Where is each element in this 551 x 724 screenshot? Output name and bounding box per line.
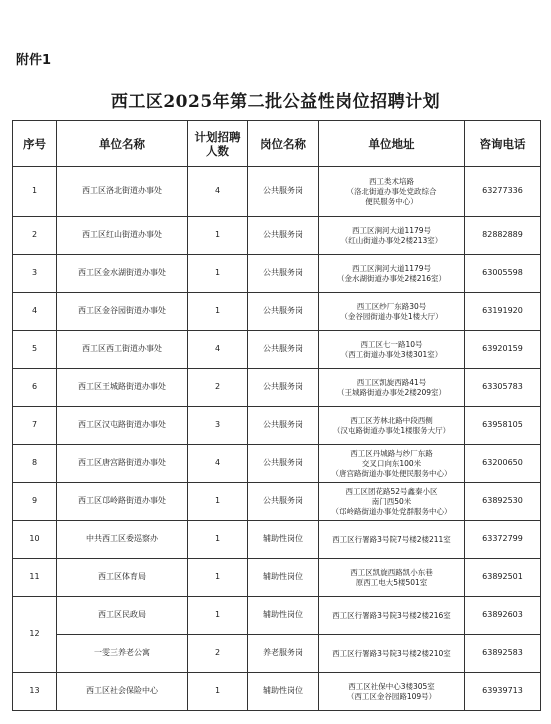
table-row — [13, 483, 541, 521]
cell-unit: 西工区民政局 — [57, 597, 188, 635]
address-line: 原西工电大5楼501室 — [355, 577, 428, 587]
cell-position: 辅助性岗位 — [248, 673, 319, 711]
cell-address — [319, 331, 465, 369]
cell-phone: 63005598 — [465, 255, 541, 293]
cell-position: 公共服务岗 — [248, 445, 319, 483]
cell-unit: 一雯三养老公寓 — [57, 635, 188, 673]
table-row — [13, 407, 541, 445]
cell-seq: 4 — [13, 293, 57, 331]
table-row — [13, 521, 541, 559]
address-line: （邙岭路街道办事处党群服务中心） — [331, 506, 452, 516]
cell-seq: 7 — [13, 407, 57, 445]
header-address: 单位地址 — [319, 121, 465, 167]
cell-position: 公共服务岗 — [248, 167, 319, 217]
table-row — [13, 255, 541, 293]
cell-phone: 63892603 — [465, 597, 541, 635]
cell-address — [319, 407, 465, 445]
cell-position: 公共服务岗 — [248, 217, 319, 255]
table-header-row — [13, 121, 541, 167]
cell-phone: 63372799 — [465, 521, 541, 559]
header-count — [188, 121, 248, 167]
cell-count: 4 — [188, 167, 248, 217]
cell-count: 2 — [188, 369, 248, 407]
cell-address — [319, 635, 465, 673]
table-row — [13, 331, 541, 369]
cell-position: 公共服务岗 — [248, 369, 319, 407]
cell-seq: 9 — [13, 483, 57, 521]
table-row — [13, 217, 541, 255]
cell-unit: 西工区汉屯路街道办事处 — [57, 407, 188, 445]
cell-address — [319, 559, 465, 597]
cell-unit: 西工区红山街道办事处 — [57, 217, 188, 255]
cell-seq: 3 — [13, 255, 57, 293]
attachment-label: 附件1 — [16, 53, 52, 68]
header-position: 岗位名称 — [248, 121, 319, 167]
table-row — [13, 559, 541, 597]
cell-phone: 63939713 — [465, 673, 541, 711]
cell-unit: 西工区金水湖街道办事处 — [57, 255, 188, 293]
cell-phone: 63892530 — [465, 483, 541, 521]
address-line: 交叉口向东100米 — [361, 458, 422, 468]
cell-count: 1 — [188, 483, 248, 521]
address-line: 西工区社保中心3楼305室 — [348, 681, 435, 691]
address-line: （唐宫路街道办事处便民服务中心） — [331, 468, 452, 478]
cell-position: 辅助性岗位 — [248, 597, 319, 635]
cell-count: 1 — [188, 521, 248, 559]
cell-address — [319, 673, 465, 711]
cell-count: 1 — [188, 293, 248, 331]
address-line: （金谷园街道办事处1楼大厅） — [340, 311, 443, 321]
address-line: 西工区团花路52号鑫秦小区 — [345, 486, 438, 496]
cell-address — [319, 521, 465, 559]
header-count-line2: 人数 — [206, 143, 229, 158]
address-line: 西工区涧河大道1179号 — [351, 263, 432, 273]
address-line: 西工区芳林北路中段西侧 — [350, 415, 433, 425]
cell-address — [319, 167, 465, 217]
cell-position: 公共服务岗 — [248, 331, 319, 369]
header-seq: 序号 — [13, 121, 57, 167]
cell-seq: 8 — [13, 445, 57, 483]
address-line: （王城路街道办事处2楼209室） — [336, 387, 447, 397]
cell-count: 1 — [188, 217, 248, 255]
address-line: 西工区丹城路与纱厂东路 — [350, 448, 433, 458]
cell-seq: 6 — [13, 369, 57, 407]
cell-count: 4 — [188, 445, 248, 483]
table-row — [13, 293, 541, 331]
address-line: （汉屯路街道办事处1楼服务大厅） — [332, 425, 451, 435]
cell-position: 公共服务岗 — [248, 293, 319, 331]
cell-phone: 63200650 — [465, 445, 541, 483]
cell-unit: 西工区洛北街道办事处 — [57, 167, 188, 217]
cell-phone: 63892583 — [465, 635, 541, 673]
cell-phone: 82882889 — [465, 217, 541, 255]
cell-phone: 63305783 — [465, 369, 541, 407]
address-line: （西工街道办事处3楼301室） — [340, 349, 443, 359]
cell-position: 辅助性岗位 — [248, 521, 319, 559]
cell-seq: 11 — [13, 559, 57, 597]
cell-unit: 西工区金谷园街道办事处 — [57, 293, 188, 331]
address-line: 西工区行署路3号院3号楼2楼216室 — [332, 610, 451, 620]
address-line: （红山街道办事处2楼213室） — [340, 235, 443, 245]
document-title: 西工区2025年第二批公益性岗位招聘计划 — [110, 92, 441, 112]
cell-address — [319, 255, 465, 293]
cell-phone: 63191920 — [465, 293, 541, 331]
cell-count: 1 — [188, 597, 248, 635]
cell-seq: 2 — [13, 217, 57, 255]
cell-count: 4 — [188, 331, 248, 369]
table-row — [13, 445, 541, 483]
table-row — [13, 597, 541, 635]
cell-phone: 63920159 — [465, 331, 541, 369]
cell-unit: 西工区唐宫路街道办事处 — [57, 445, 188, 483]
cell-count: 1 — [188, 255, 248, 293]
cell-position: 养老服务岗 — [248, 635, 319, 673]
address-line: （洛北街道办事处党政综合 — [346, 186, 437, 196]
table-row — [13, 369, 541, 407]
address-line: 西工区凯旋西路41号 — [356, 377, 427, 387]
cell-seq: 13 — [13, 673, 57, 711]
address-line: 便民服务中心） — [365, 196, 418, 206]
address-line: 西工类术培路 — [369, 176, 414, 186]
table-row — [13, 635, 541, 673]
cell-phone: 63958105 — [465, 407, 541, 445]
address-line: 西工区七一路10号 — [360, 339, 423, 349]
cell-seq: 12 — [13, 597, 57, 673]
cell-address — [319, 293, 465, 331]
header-count-line1: 计划招聘 — [194, 129, 241, 144]
cell-count: 2 — [188, 635, 248, 673]
cell-seq: 10 — [13, 521, 57, 559]
cell-address — [319, 369, 465, 407]
cell-unit: 西工区王城路街道办事处 — [57, 369, 188, 407]
address-line: （金水湖街道办事处2楼216室） — [336, 273, 447, 283]
cell-address — [319, 483, 465, 521]
cell-count: 3 — [188, 407, 248, 445]
header-phone: 咨询电话 — [465, 121, 541, 167]
cell-unit: 西工区体育局 — [57, 559, 188, 597]
cell-address — [319, 217, 465, 255]
address-line: 西工区凯旋西路凯小东巷 — [350, 567, 433, 577]
address-line: 西工区纱厂东路30号 — [356, 301, 427, 311]
address-line: 西工区行署路3号院3号楼2楼210室 — [332, 648, 451, 658]
recruitment-table — [12, 120, 541, 711]
cell-phone: 63277336 — [465, 167, 541, 217]
cell-address — [319, 597, 465, 635]
table-row — [13, 167, 541, 217]
cell-seq: 1 — [13, 167, 57, 217]
cell-count: 1 — [188, 673, 248, 711]
cell-seq: 5 — [13, 331, 57, 369]
cell-phone: 63892501 — [465, 559, 541, 597]
address-line: 西工区行署路3号院7号楼2楼211室 — [332, 534, 451, 544]
cell-position: 辅助性岗位 — [248, 559, 319, 597]
table-row — [13, 673, 541, 711]
address-line: （西工区金谷园路109号） — [346, 691, 437, 701]
cell-position: 公共服务岗 — [248, 483, 319, 521]
cell-count: 1 — [188, 559, 248, 597]
cell-unit: 西工区邙岭路街道办事处 — [57, 483, 188, 521]
cell-position: 公共服务岗 — [248, 255, 319, 293]
cell-unit: 西工区西工街道办事处 — [57, 331, 188, 369]
address-line: 南门西50米 — [371, 496, 412, 506]
cell-unit: 中共西工区委巡察办 — [57, 521, 188, 559]
cell-position: 公共服务岗 — [248, 407, 319, 445]
cell-address — [319, 445, 465, 483]
address-line: 西工区涧河大道1179号 — [351, 225, 432, 235]
cell-unit: 西工区社会保险中心 — [57, 673, 188, 711]
header-unit: 单位名称 — [57, 121, 188, 167]
